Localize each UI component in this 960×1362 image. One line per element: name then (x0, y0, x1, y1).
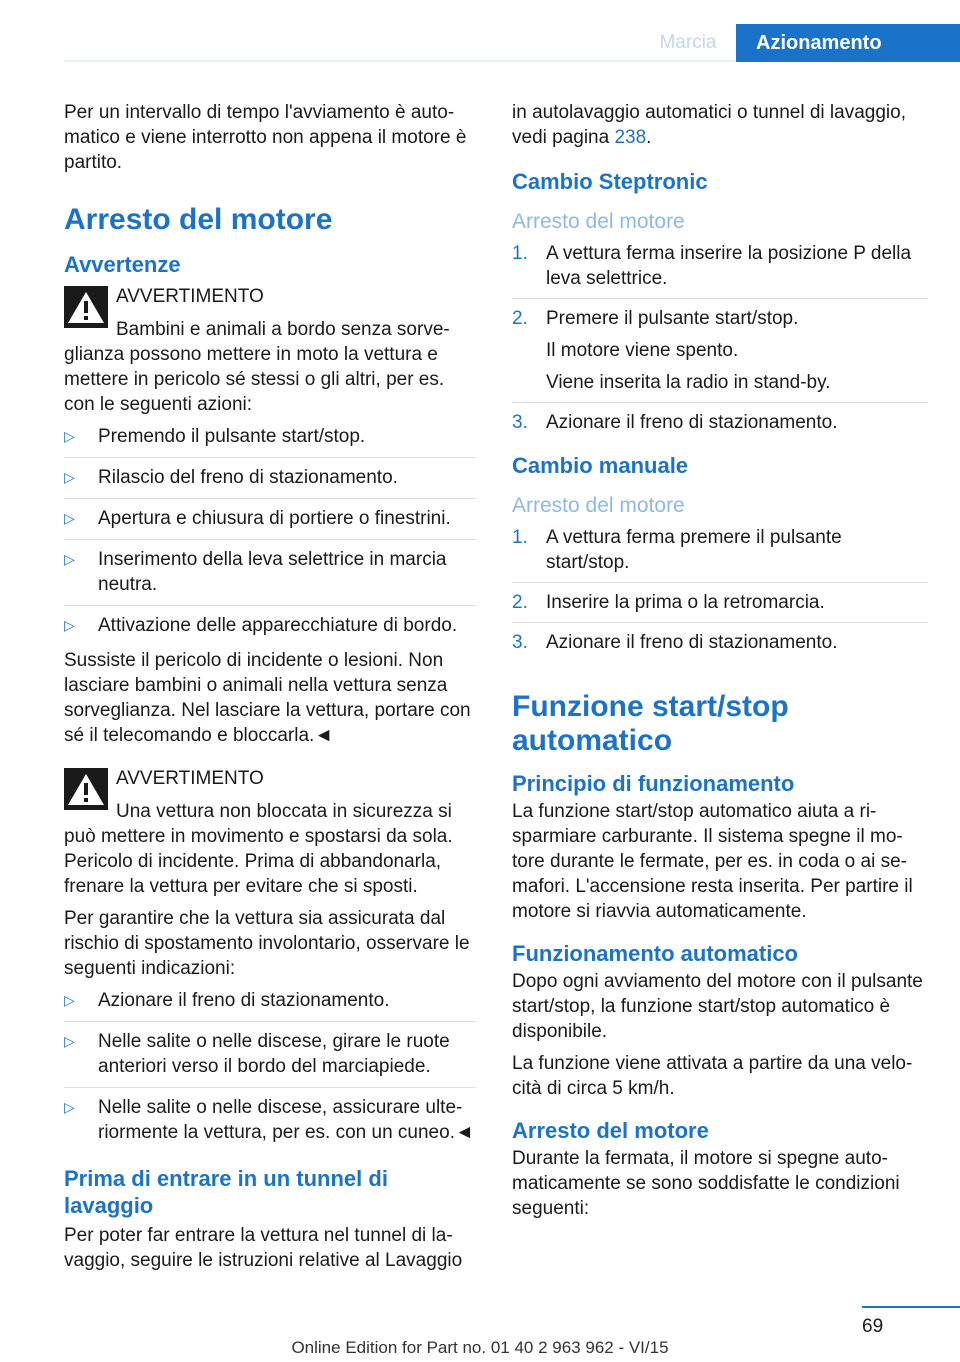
heading-tunnel-lavaggio: Prima di entrare in un tunnel di lavaggio (64, 1166, 388, 1218)
heading-principio: Principio di funzionamento (512, 771, 795, 796)
principio-paragraph: La funzione start/stop automatico aiuta a risparmiare carburante. Il sistema spegne il motore durante le fermate, per es. in coda o ai semafori. L'accensione resta inserita. Per partire il motore si riavvia automaticamente. (512, 801, 913, 922)
warning-title: AVVERTIMENTO (116, 286, 264, 307)
warning-text: Bambini e animali a bordo senza sorveglianza possono mettere in moto la vettura e mettere in pericolo sé stessi o gli altri, per es. con le seguenti azioni: (64, 319, 450, 415)
list-item: 2. Premere il pulsante start/stop. Il motore viene spento. Viene inserita la radio in stand-by. (512, 306, 928, 403)
intro-paragraph: Per un intervallo di tempo l'avviamento è automatico e viene interrotto non appena il motore è partito. (64, 102, 467, 173)
right-column (512, 100, 928, 1228)
page-number: 69 (862, 1316, 884, 1337)
triangle-bullet-icon: ▷ (64, 469, 75, 485)
steps-steptronic (512, 241, 928, 442)
warning-list (64, 988, 476, 1153)
tunnel-paragraph: Per poter far entrare la vettura nel tunnel di lavaggio, seguire le istruzioni relative al Lavaggio (64, 1225, 463, 1271)
triangle-bullet-icon: ▷ (64, 510, 75, 526)
heading-cambio-manuale: Cambio manuale (512, 453, 689, 478)
edition-note: Online Edition for Part no. 01 40 2 963 962 - VI/15 (291, 1338, 669, 1357)
arresto-paragraph: Durante la fermata, il motore si spegne automaticamente se sono soddisfatte le condizioni seguenti: (512, 1148, 900, 1219)
funzionamento-paragraph-2: La funzione viene attivata a partire da una velocità di circa 5 km/h. (512, 1053, 913, 1099)
page-reference-link[interactable]: 238 (614, 127, 647, 148)
header-chapter-tab: Azionamento (736, 24, 960, 62)
left-column (64, 100, 476, 1280)
heading-arresto-motore-auto: Arresto del motore (512, 1118, 709, 1143)
triangle-bullet-icon: ▷ (64, 428, 75, 444)
list-item: ▷ Inserimento della leva selettrice in marcia neutra. (64, 547, 476, 606)
list-item: 3. Azionare il freno di stazionamento. (512, 632, 838, 653)
triangle-bullet-icon: ▷ (64, 1033, 75, 1049)
list-item: 3. Azionare il freno di stazionamento. (512, 412, 838, 433)
heading-funzionamento-automatico: Funzionamento automatico (512, 941, 798, 966)
list-item: ▷ Azionare il freno di stazionamento. (64, 988, 476, 1022)
continued-paragraph: in autolavaggio automatici o tunnel di lavaggio, vedi pagina 238. (512, 102, 906, 148)
warning-icon (64, 768, 108, 810)
warning-conclusion: Sussiste il pericolo di incidente o lesioni. Non lasciare bambini o animali nella vettura senza sorveglianza. Nel lasciare la vettura, portare con sé il telecomando e bloccarla.◄ (64, 650, 471, 746)
subheading-arresto-motore: Arresto del motore (512, 210, 685, 233)
warning-text: Una vettura non bloccata in sicurezza si può mettere in movimento e spostarsi da sola. Pericolo di incidente. Prima di abbandonarla, frenare la vettura per evitare che si sposti. (64, 801, 453, 897)
header-section-label: Marcia (659, 32, 717, 53)
list-item: ▷ Nelle salite o nelle discese, assicurare ulteriormente la vettura, per es. con un cuneo.◄ (64, 1097, 474, 1143)
warning-paragraph: Per garantire che la vettura sia assicurata dal rischio di spostamento involontario, osservare le seguenti indicazioni: (64, 908, 470, 979)
triangle-bullet-icon: ▷ (64, 551, 75, 567)
triangle-bullet-icon: ▷ (64, 1099, 75, 1115)
heading-cambio-steptronic: Cambio Steptronic (512, 169, 708, 194)
triangle-bullet-icon: ▷ (64, 992, 75, 1008)
list-item: 1. A vettura ferma premere il pulsante start/stop. (512, 525, 928, 583)
warning-block-unsecured (64, 766, 476, 1153)
list-item: ▷ Nelle salite o nelle discese, girare le ruote anteriori verso il bordo del marciapiede. (64, 1029, 476, 1088)
list-item: ▷ Apertura e chiusura di portiere o finestrini. (64, 506, 476, 540)
list-item: ▷ Premendo il pulsante start/stop. (64, 424, 476, 458)
list-item: 2. Inserire la prima o la retromarcia. (512, 590, 928, 623)
steps-manuale (512, 525, 928, 662)
warning-icon (64, 286, 108, 328)
list-item: ▷ Rilascio del freno di stazionamento. (64, 465, 476, 499)
heading-funzione-start-stop: Funzione start/stop automatico (512, 690, 789, 757)
list-item: ▷ Attivazione delle apparecchiature di bordo. (64, 615, 458, 636)
warning-block-children (64, 284, 476, 748)
subheading-arresto-motore: Arresto del motore (512, 494, 685, 517)
list-item: 1. A vettura ferma inserire la posizione P della leva selettrice. (512, 241, 928, 299)
heading-arresto-motore: Arresto del motore (64, 203, 333, 236)
footer-rule (862, 1306, 960, 1308)
triangle-bullet-icon: ▷ (64, 617, 75, 633)
heading-avvertenze: Avvertenze (64, 252, 181, 277)
warning-title: AVVERTIMENTO (116, 768, 264, 789)
funzionamento-paragraph-1: Dopo ogni avviamento del motore con il pulsante start/stop, la funzione start/stop automatico è disponibile. (512, 971, 923, 1042)
warning-list (64, 424, 476, 642)
